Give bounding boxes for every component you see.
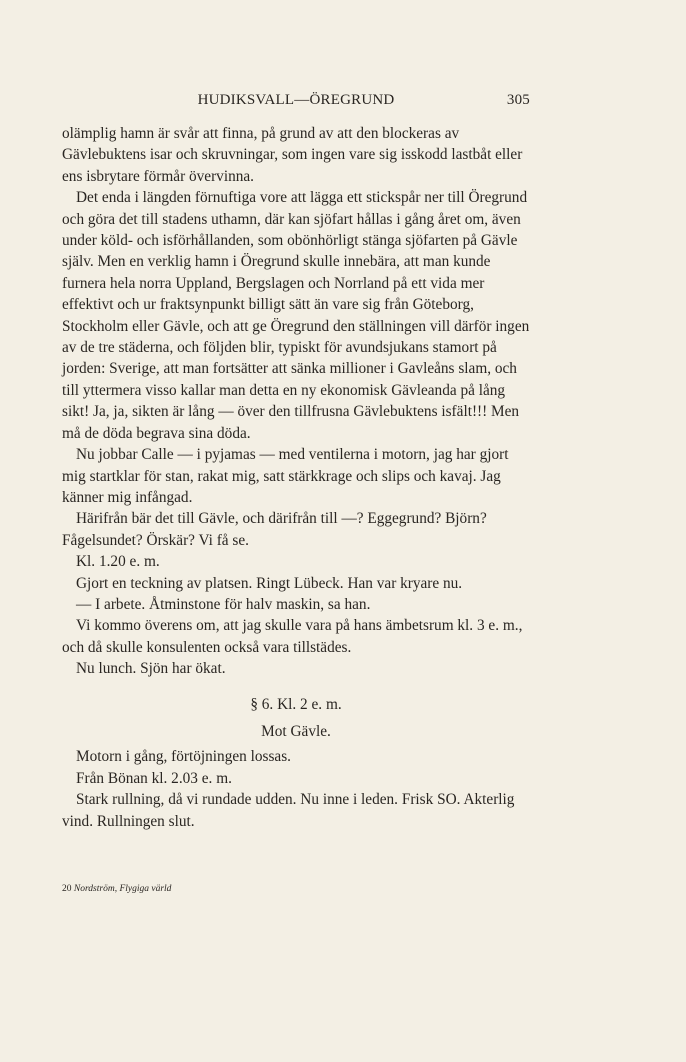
page-number: 305 <box>506 92 530 108</box>
running-title: HUDIKSVALL—ÖREGRUND <box>197 92 395 108</box>
paragraph: Motorn i gång, förtöjningen lossas. <box>76 748 291 766</box>
body-text <box>62 123 530 832</box>
paragraph: Från Bönan kl. 2.03 e. m. <box>76 769 232 787</box>
signature-footer <box>62 884 171 894</box>
section-marker: § 6. Kl. 2 e. m. <box>250 695 342 713</box>
paragraph: — I arbete. Åtminstone för halv maskin, sa han. <box>76 595 371 613</box>
section-heading: Mot Gävle. <box>261 722 331 740</box>
paragraph: Härifrån bär det till Gävle, och därifrån till —? Eggegrund? Björn? Fågelsundet? Örskär? Vi få se. <box>62 510 487 549</box>
signature-number: 20 <box>62 884 72 894</box>
paragraph: Kl. 1.20 e. m. <box>76 553 160 571</box>
paragraph: olämplig hamn är svår att finna, på grund av att den blockeras av Gävlebuktens isar och skruvningar, som ingen vare sig isskodd lastbåt eller ens isbrytare förmår övervinna. <box>62 125 523 185</box>
running-header <box>62 92 530 112</box>
paragraph: Nu lunch. Sjön har ökat. <box>76 660 226 678</box>
paragraph: Stark rullning, då vi rundade udden. Nu inne i leden. Frisk SO. Akterlig vind. Rullningen slut. <box>62 791 515 830</box>
signature-title: Nordström, Flygiga värld <box>73 884 172 894</box>
paragraph: Vi kommo överens om, att jag skulle vara på hans ämbetsrum kl. 3 e. m., och då skulle konsulenten också vara tillstädes. <box>62 617 523 656</box>
paragraph: Det enda i längden förnuftiga vore att lägga ett stickspår ner till Öregrund och göra det till stadens uthamn, där kan sjöfart hållas i gång året om, även under köld- och isförhållanden, som obönhörligt stänga sjöfarten på Gävle själv. Men en verklig hamn i Öregrund skulle innebära, att man kunde furnera hela norra Uppland, Bergslagen och Norrland på ett vida mer effektivt och ur fraktsynpunkt billigt sätt än vare sig från Göteborg, Stockholm eller Gävle, och att ge Öregrund den ställningen vill därför ingen av de tre städerna, och följden blir, typiskt för avundsjukans stamort på jorden: Sverige, att man fortsätter att sänka millioner i Gavleåns slam, och till yttermera visso kallar man detta en ny ekonomisk Gävleanda på lång sikt! Ja, ja, sikten är lång — över den tillfrusna Gävlebuktens isfält!!! Men må de döda begrava sina döda. <box>62 189 530 442</box>
paragraph: Gjort en teckning av platsen. Ringt Lübeck. Han var kryare nu. <box>76 574 463 592</box>
paragraph: Nu jobbar Calle — i pyjamas — med ventilerna i motorn, jag har gjort mig startklar för stan, rakat mig, satt stärkkrage och slips och kavaj. Jag känner mig infångad. <box>62 446 509 506</box>
